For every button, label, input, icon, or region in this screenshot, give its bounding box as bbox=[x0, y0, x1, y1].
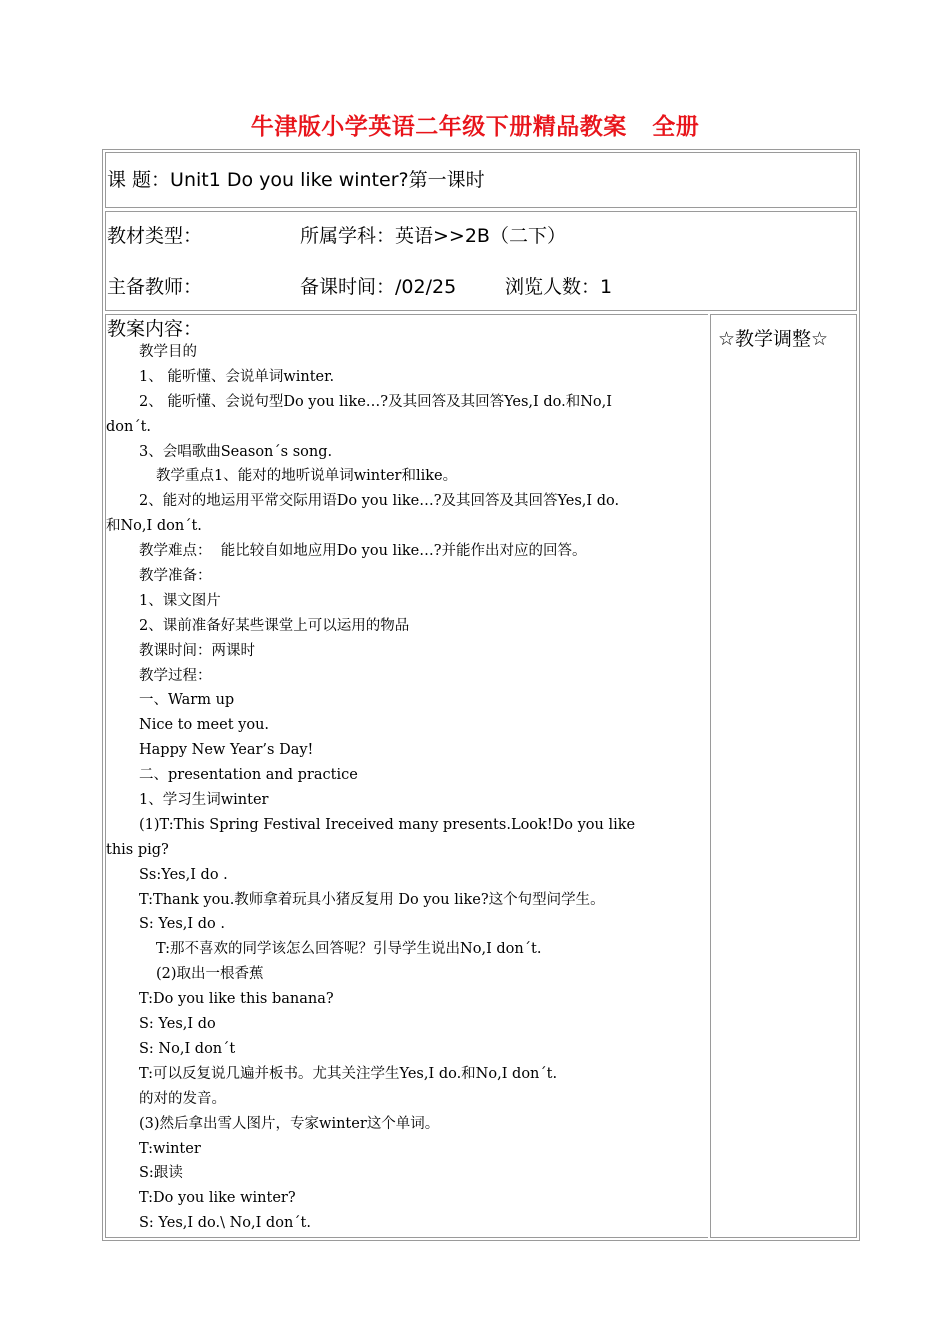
content-line: 教课时间：两课时 bbox=[139, 642, 255, 659]
document-title: 牛津版小学英语二年级下册精品教案 全册 bbox=[250, 113, 700, 140]
content-line: this pig? bbox=[106, 841, 169, 858]
content-line: T:winter bbox=[139, 1140, 201, 1157]
content-line: 1、学习生词winter bbox=[139, 792, 269, 809]
content-line: T:那不喜欢的同学该怎么回答呢？引导学生说出No,I don´t. bbox=[156, 941, 542, 958]
content-line: (1)T:This Spring Festival Ireceived many presents.Look!Do you like bbox=[139, 816, 636, 833]
content-line: 2、能对的地运用平常交际用语Do you like…?及其回答及其回答Yes,I do. bbox=[139, 493, 620, 510]
content-line: S: No,I don´t bbox=[139, 1040, 236, 1057]
content-line: 1、课文图片 bbox=[139, 592, 221, 609]
content-line: 教学重点1、能对的地听说单词winter和like。 bbox=[156, 468, 458, 485]
content-line: T:Do you like winter? bbox=[139, 1190, 296, 1207]
content-line: (2)取出一根香蕉 bbox=[156, 966, 264, 983]
content-line: 1、 能听懂、会说单词winter. bbox=[139, 368, 335, 385]
adjustment-cell bbox=[710, 314, 857, 1238]
content-line: (3)然后拿出雪人图片，专家winter这个单词。 bbox=[139, 1115, 440, 1132]
content-line: don´t. bbox=[106, 418, 152, 435]
teaching-adjustment-header: ☆教学调整☆ bbox=[718, 328, 829, 350]
lesson-content bbox=[106, 340, 704, 1236]
content-label: 教案内容： bbox=[107, 318, 203, 340]
material-type-label: 教材类型： bbox=[107, 225, 203, 247]
content-line: 一、Warm up bbox=[139, 692, 235, 709]
content-line: 教学难点： 能比较自如地应用Do you like…?并能作出对应的回答。 bbox=[139, 543, 587, 560]
content-line: 2、 能听懂、会说句型Do you like…?及其回答及其回答Yes,I do.和No,I bbox=[139, 393, 612, 410]
content-line: Ss:Yes,I do . bbox=[139, 866, 228, 883]
content-line: 二、presentation and practice bbox=[139, 767, 358, 784]
content-line: T:Do you like this banana? bbox=[139, 991, 334, 1008]
views-field: 浏览人数：1 bbox=[505, 276, 613, 298]
content-line: S: Yes,I do . bbox=[139, 916, 225, 933]
content-line: 教学目的 bbox=[139, 344, 197, 360]
content-line: T:可以反复说几遍并板书。尤其关注学生Yes,I do.和No,I don´t. bbox=[139, 1065, 558, 1082]
teacher-label: 主备教师： bbox=[107, 276, 203, 298]
content-line: 的对的发音。 bbox=[139, 1090, 226, 1107]
subject-field: 所属学科：英语>>2B（二下） bbox=[300, 225, 566, 247]
content-line: T:Thank you.教师拿着玩具小猪反复用 Do you like?这个句型问学生。 bbox=[139, 891, 605, 908]
prep-time-field: 备课时间：/02/25 bbox=[300, 276, 457, 298]
content-line: 教学过程： bbox=[139, 667, 212, 684]
lesson-topic: 课 题：Unit1 Do you like winter?第一课时 bbox=[107, 169, 485, 191]
content-line: Happy New Year’s Day! bbox=[139, 742, 314, 759]
content-line: S: Yes,I do.\ No,I don´t. bbox=[139, 1215, 311, 1232]
content-line: Nice to meet you. bbox=[139, 717, 270, 734]
content-line: S: Yes,I do bbox=[139, 1016, 216, 1033]
content-line: 3、会唱歌曲Season´s song. bbox=[139, 443, 333, 460]
content-line: 和No,I don´t. bbox=[106, 518, 202, 535]
content-line: 教学准备： bbox=[139, 568, 212, 585]
content-line: S:跟读 bbox=[139, 1165, 183, 1182]
content-line: 2、课前准备好某些课堂上可以运用的物品 bbox=[139, 617, 410, 634]
